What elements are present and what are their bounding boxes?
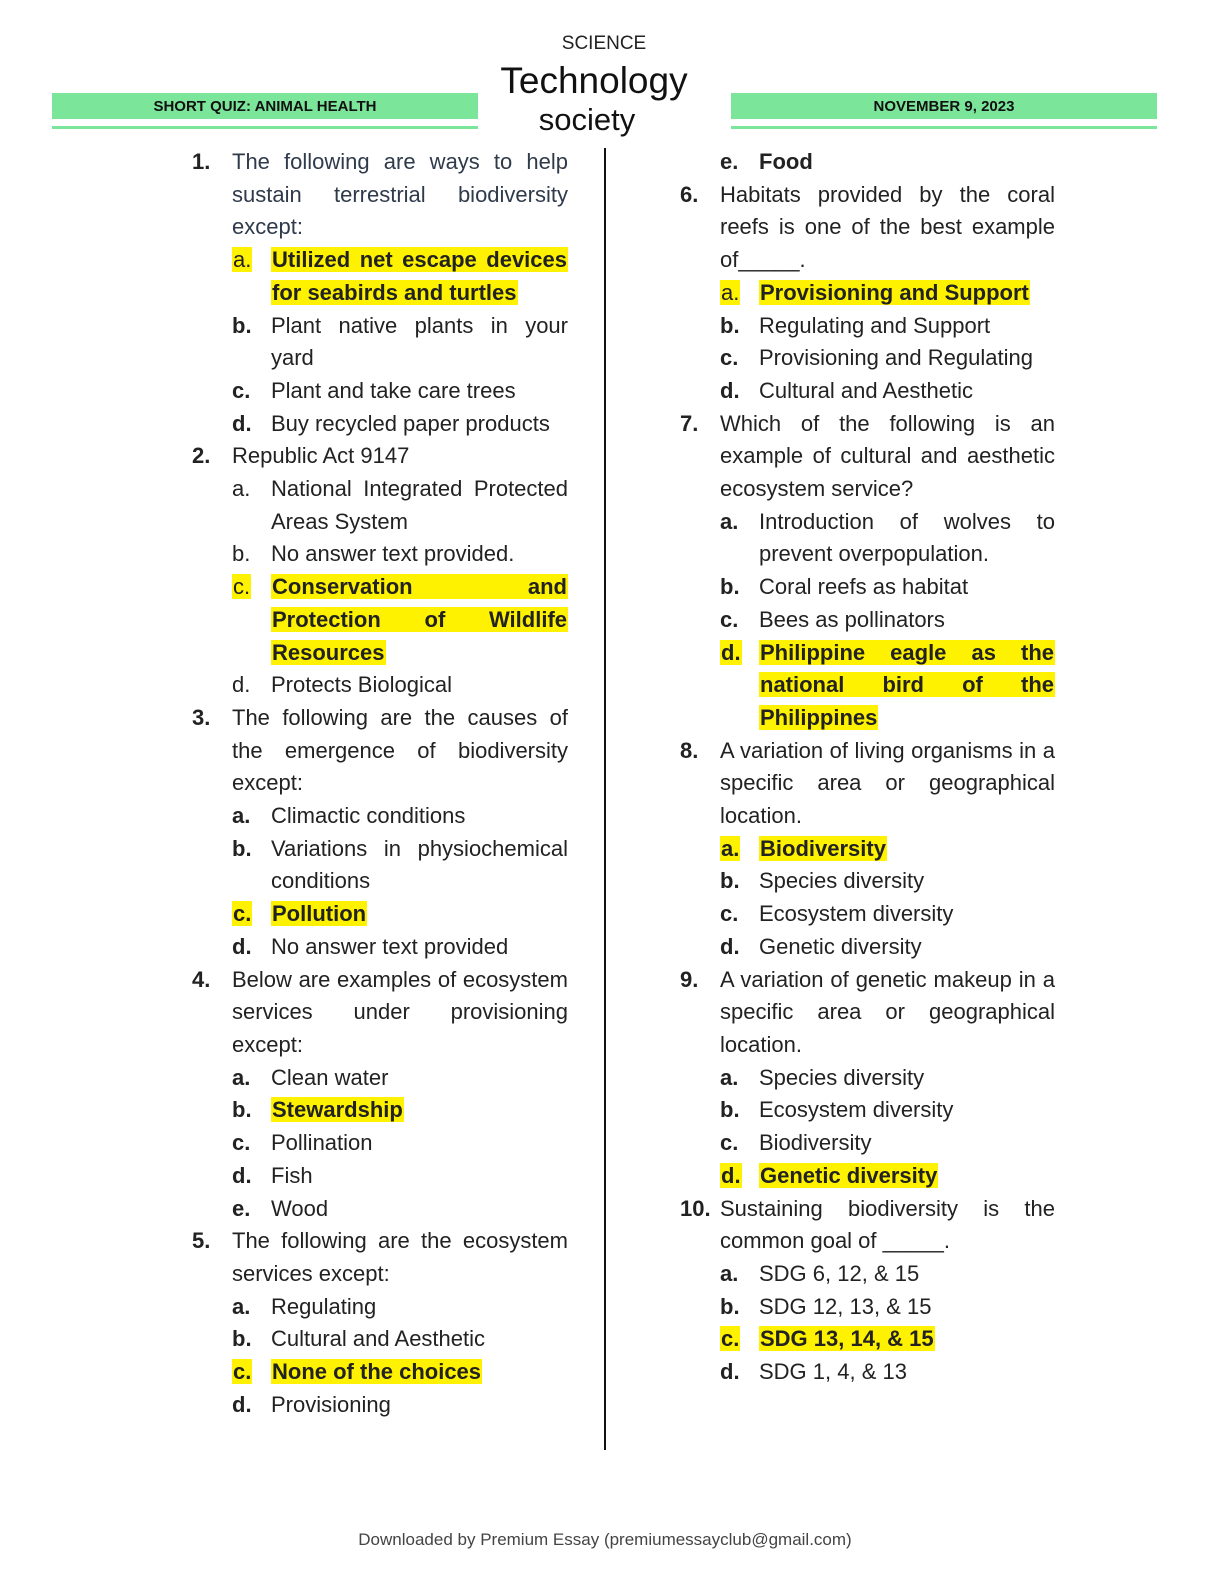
question-number: 1.: [192, 149, 211, 174]
question-text: Republic Act 9147: [232, 443, 410, 469]
option-text: Genetic diversity: [759, 933, 922, 959]
answer-option: [232, 408, 568, 441]
question-number: 6.: [680, 181, 699, 207]
answer-option: [720, 1160, 1055, 1193]
header-underline-right: [731, 126, 1157, 129]
answer-option: [720, 342, 1055, 375]
option-letter: a.: [233, 247, 252, 273]
answer-option: [720, 146, 1055, 179]
answer-option: [720, 1062, 1055, 1095]
option-letter: d.: [232, 672, 251, 698]
answer-option: [232, 931, 568, 964]
answer-option: [232, 1323, 568, 1356]
question-number: 2.: [192, 443, 211, 469]
answer-option: [720, 1291, 1055, 1324]
option-text: Biodiversity: [759, 1130, 872, 1156]
answer-option: [720, 571, 1055, 604]
option-letter: d.: [721, 639, 741, 665]
option-letter: e.: [232, 1195, 251, 1221]
answer-option: [720, 1094, 1055, 1127]
option-letter: a.: [720, 1260, 739, 1286]
right-column: [680, 146, 1055, 1389]
option-letter: c.: [233, 574, 251, 600]
option-text: Cultural and Aesthetic: [271, 1326, 486, 1352]
option-text: Buy recycled paper products: [271, 410, 550, 436]
option-text: Wood: [271, 1195, 329, 1221]
answer-option: [232, 538, 568, 571]
answer-option: [232, 669, 568, 702]
option-text: SDG 12, 13, & 15: [759, 1293, 932, 1319]
answer-option: [720, 1356, 1055, 1389]
answer-option: [720, 375, 1055, 408]
option-text: Regulating and Support: [759, 312, 991, 338]
answer-option: [720, 1323, 1055, 1356]
option-letter: a.: [232, 1293, 251, 1319]
question-text: The following are ways to help sustain terrestrial biodiversity except:: [232, 149, 568, 240]
answer-option: [232, 1127, 568, 1160]
option-letter: a.: [232, 476, 251, 502]
answer-option: [232, 1094, 568, 1127]
option-letter: c.: [232, 377, 251, 403]
option-text: Genetic diversity: [760, 1162, 938, 1188]
option-text: Philippine eagle as the national bird of the Philippines: [760, 639, 1054, 730]
option-letter: d.: [232, 933, 252, 959]
option-text: Species diversity: [759, 1064, 925, 1090]
option-text: Provisioning and Regulating: [759, 345, 1033, 371]
option-letter: b.: [720, 1293, 740, 1319]
option-letter: c.: [720, 606, 739, 632]
question-text: The following are the ecosystem services except:: [232, 1228, 568, 1286]
question-8: [680, 735, 1055, 833]
option-letter: d.: [720, 1359, 740, 1385]
option-letter: c.: [721, 1326, 740, 1352]
question-1: [192, 146, 568, 244]
answer-option: [720, 898, 1055, 931]
quiz-title: SHORT QUIZ: ANIMAL HEALTH: [153, 98, 377, 115]
option-text: Species diversity: [759, 868, 925, 894]
quiz-title-bar: [52, 93, 478, 119]
answer-option: [720, 1258, 1055, 1291]
option-letter: b.: [720, 312, 740, 338]
option-text: Cultural and Aesthetic: [759, 377, 974, 403]
answer-option: [232, 244, 568, 309]
option-text: SDG 6, 12, & 15: [759, 1260, 920, 1286]
answer-option: [232, 898, 568, 931]
option-text: Utilized net escape devices for seabirds and turtles: [272, 247, 567, 305]
option-letter: c.: [232, 1130, 251, 1156]
answer-option: [232, 310, 568, 375]
question-3: [192, 702, 568, 800]
answer-option: [720, 637, 1055, 735]
answer-option: [232, 833, 568, 898]
question-5: [192, 1225, 568, 1290]
header-underline-left: [52, 126, 478, 129]
question-6: [680, 179, 1055, 277]
option-text: Protects Biological: [271, 672, 452, 698]
option-text: Plant native plants in your yard: [271, 312, 568, 371]
option-letter: a.: [721, 835, 740, 861]
option-letter: d.: [720, 933, 740, 959]
answer-option: [232, 375, 568, 408]
option-letter: c.: [720, 1130, 739, 1156]
option-text: Variations in physiochemical conditions: [271, 835, 568, 894]
option-letter: b.: [232, 835, 252, 861]
subject-label: SCIENCE: [561, 33, 647, 54]
question-text: Habitats provided by the coral reefs is one of the best example of_____.: [720, 181, 1055, 273]
option-letter: e.: [720, 149, 739, 174]
answer-option: [720, 1127, 1055, 1160]
left-column: [192, 146, 568, 1421]
option-text: Provisioning and Support: [760, 279, 1029, 305]
question-text: Below are examples of ecosystem services under provisioning except:: [232, 966, 568, 1057]
answer-option: [232, 800, 568, 833]
option-text: Provisioning: [271, 1391, 391, 1417]
option-letter: d.: [232, 1162, 252, 1188]
option-text: Biodiversity: [760, 835, 886, 861]
option-text: Ecosystem diversity: [759, 901, 954, 927]
question-10: [680, 1193, 1055, 1258]
question-9: [680, 964, 1055, 1062]
question-number: 8.: [680, 737, 699, 763]
option-text: SDG 1, 4, & 13: [759, 1359, 907, 1385]
option-letter: b.: [232, 1326, 252, 1352]
option-letter: d.: [232, 1391, 252, 1417]
download-footer: Downloaded by Premium Essay (premiumessayclub@gmail.com): [358, 1530, 852, 1549]
question-7: [680, 408, 1055, 506]
answer-option: [720, 604, 1055, 637]
answer-option: [232, 571, 568, 669]
option-text: Clean water: [271, 1064, 389, 1090]
option-text: Introduction of wolves to prevent overpopulation.: [759, 508, 1055, 567]
option-letter: a.: [721, 279, 740, 305]
option-letter: c.: [720, 901, 739, 927]
answer-option: [232, 1193, 568, 1226]
option-letter: a.: [720, 1064, 739, 1090]
answer-option: [232, 473, 568, 538]
question-text: Sustaining biodiversity is the common goal of _____.: [720, 1195, 1055, 1254]
option-letter: a.: [720, 508, 739, 534]
subject-subtitle: society: [538, 102, 636, 137]
answer-option: [720, 833, 1055, 866]
option-letter: c.: [720, 345, 739, 371]
option-letter: b.: [720, 868, 740, 894]
subject-title: Technology: [500, 60, 688, 101]
option-letter: b.: [232, 312, 252, 338]
question-number: 3.: [192, 704, 211, 730]
option-letter: c.: [233, 1359, 252, 1385]
option-text: National Integrated Protected Areas System: [271, 476, 568, 534]
option-text: Fish: [271, 1162, 313, 1188]
option-letter: b.: [232, 541, 251, 567]
question-4: [192, 964, 568, 1062]
option-letter: d.: [232, 410, 252, 436]
option-letter: a.: [232, 803, 251, 829]
quiz-date: NOVEMBER 9, 2023: [873, 98, 1015, 115]
question-2: [192, 440, 568, 473]
option-text: Conservation and Protection of Wildlife Resources: [272, 574, 567, 665]
question-number: 7.: [680, 410, 699, 436]
option-text: No answer text provided: [271, 933, 509, 959]
option-text: SDG 13, 14, & 15: [760, 1326, 934, 1352]
option-text: Climactic conditions: [271, 803, 466, 829]
option-text: Ecosystem diversity: [759, 1097, 954, 1123]
question-text: The following are the causes of the emergence of biodiversity except:: [232, 704, 568, 796]
option-text: Food: [759, 149, 813, 174]
option-letter: d.: [721, 1162, 741, 1188]
option-letter: b.: [720, 1097, 740, 1123]
answer-option: [232, 1062, 568, 1095]
option-text: Bees as pollinators: [759, 606, 945, 632]
option-letter: d.: [720, 377, 740, 403]
question-number: 10.: [680, 1195, 711, 1221]
option-text: Plant and take care trees: [271, 377, 516, 403]
answer-option: [720, 310, 1055, 343]
option-letter: c.: [233, 901, 252, 927]
option-text: Pollination: [271, 1130, 373, 1156]
answer-option: [232, 1160, 568, 1193]
quiz-date-bar: [731, 93, 1157, 119]
answer-option: [720, 931, 1055, 964]
answer-option: [720, 865, 1055, 898]
answer-option: [232, 1356, 568, 1389]
column-divider: [604, 148, 606, 1450]
answer-option: [232, 1291, 568, 1324]
question-number: 5.: [192, 1228, 211, 1254]
option-letter: b.: [232, 1097, 252, 1123]
option-text: Pollution: [272, 901, 367, 927]
question-number: 4.: [192, 966, 211, 992]
option-text: None of the choices: [272, 1359, 482, 1385]
option-letter: a.: [232, 1064, 251, 1090]
question-number: 9.: [680, 966, 699, 992]
option-text: Regulating: [271, 1293, 377, 1319]
question-text: Which of the following is an example of cultural and aesthetic ecosystem service?: [720, 410, 1055, 502]
answer-option: [232, 1389, 568, 1422]
option-text: Stewardship: [272, 1097, 403, 1123]
question-text: A variation of living organisms in a specific area or geographical location.: [720, 737, 1055, 829]
answer-option: [720, 506, 1055, 571]
option-text: Coral reefs as habitat: [759, 574, 969, 600]
answer-option: [720, 277, 1055, 310]
option-text: No answer text provided.: [271, 541, 515, 567]
question-text: A variation of genetic makeup in a specific area or geographical location.: [720, 966, 1055, 1057]
option-letter: b.: [720, 574, 740, 600]
